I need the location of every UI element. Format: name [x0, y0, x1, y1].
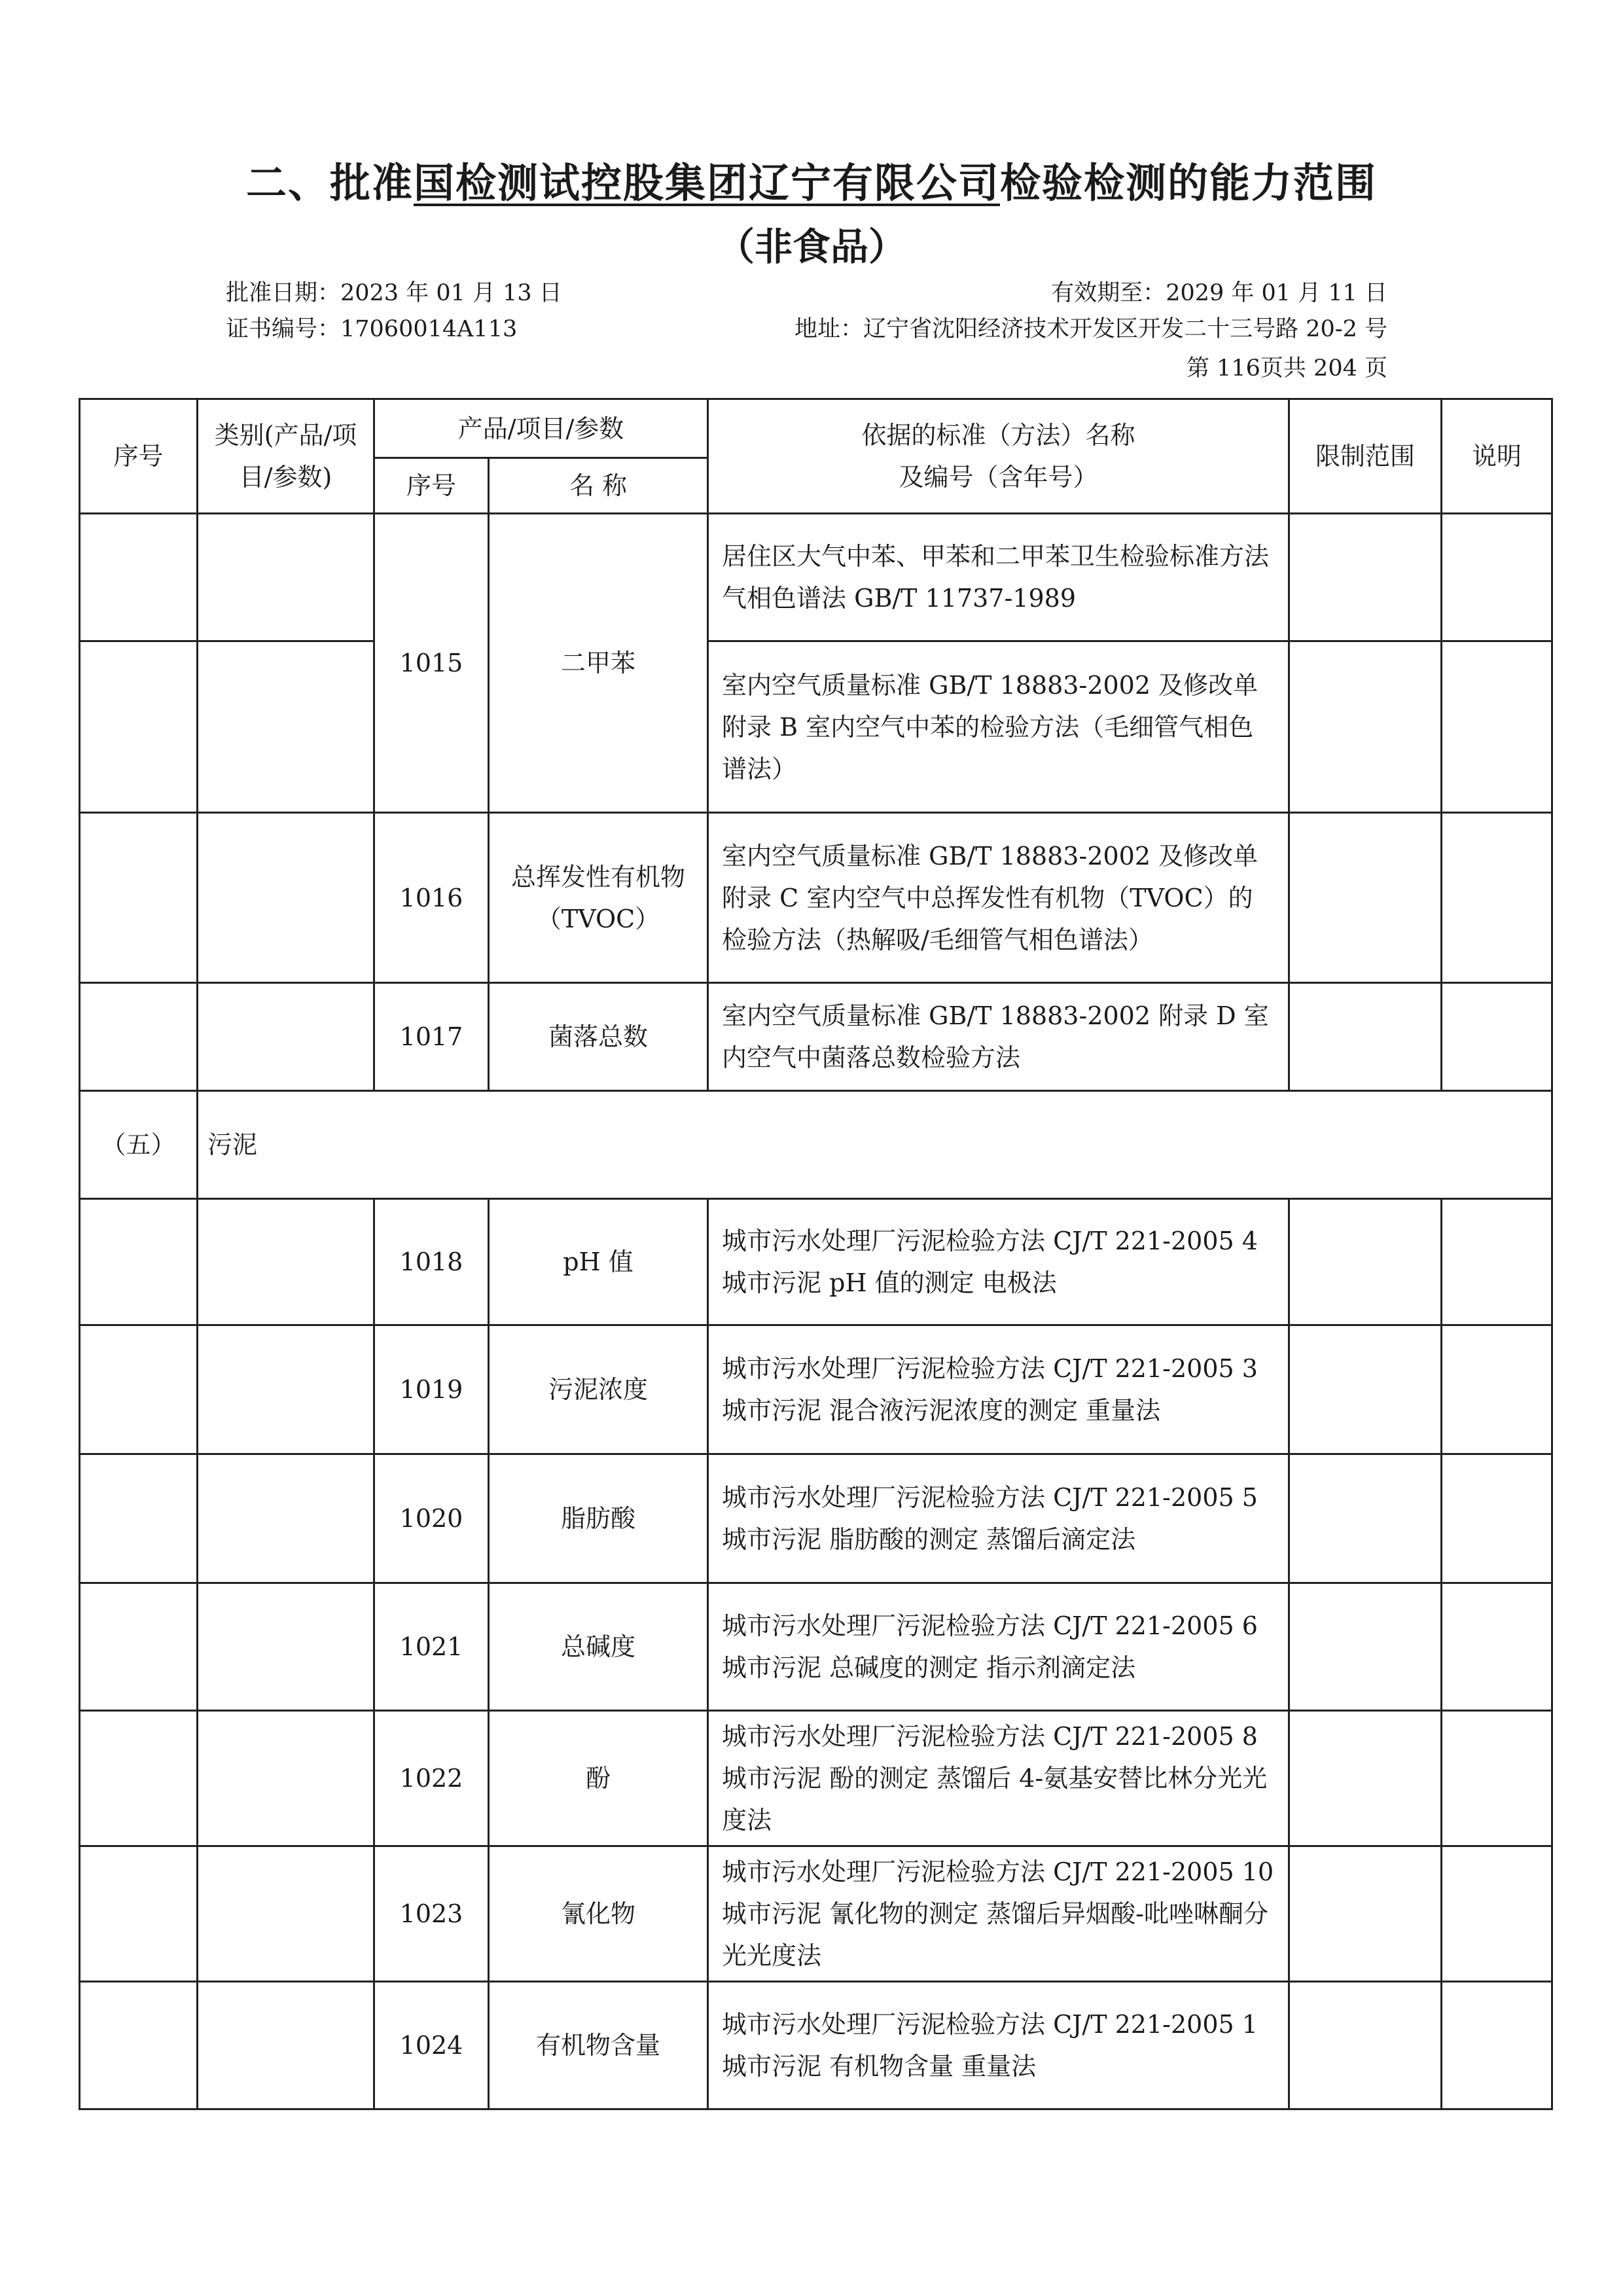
cell-note [1442, 1454, 1552, 1583]
title-organization: 国检测试控股集团辽宁有限公司 [413, 159, 1000, 207]
cell-seq [80, 983, 198, 1091]
cell-category [198, 1982, 374, 2109]
cell-standard: 居住区大气中苯、甲苯和二甲苯卫生检验标准方法 气相色谱法 GB/T 11737-1989 [708, 514, 1289, 641]
table-row [80, 641, 1552, 813]
title-suffix: 检验检测的能力范围 [1000, 159, 1378, 207]
address: 地址：辽宁省沈阳经济技术开发区开发二十三号路 20-2 号 [794, 316, 1387, 342]
cell-item-no: 1018 [374, 1199, 489, 1325]
cell-limit [1289, 1199, 1442, 1325]
cell-item-name: 二甲苯 [489, 514, 708, 813]
table-row [80, 514, 1552, 641]
table-row [80, 813, 1552, 983]
section-seq: （五） [80, 1091, 198, 1199]
cell-item-no: 1020 [374, 1454, 489, 1583]
cell-category [198, 1199, 374, 1325]
cell-category [198, 641, 374, 813]
header-item-seq: 序号 [374, 458, 489, 514]
cell-item-name: 有机物含量 [489, 1982, 708, 2109]
cell-standard: 城市污水处理厂污泥检验方法 CJ/T 221-2005 6 城市污泥 总碱度的测定 指示剂滴定法 [708, 1583, 1289, 1711]
cell-note [1442, 983, 1552, 1091]
cell-seq [80, 813, 198, 983]
header-standard-line1: 依据的标准（方法）名称 [861, 421, 1135, 450]
cell-seq [80, 514, 198, 641]
header-category: 类别(产品/项目/参数) [198, 399, 374, 514]
cell-item-no: 1019 [374, 1325, 489, 1454]
header-product-group: 产品/项目/参数 [374, 399, 708, 458]
cell-seq [80, 1583, 198, 1711]
cell-note [1442, 1846, 1552, 1982]
table-row [80, 1199, 1552, 1325]
page-subtitle: （非食品） [716, 224, 906, 269]
cell-item-name: 氰化物 [489, 1846, 708, 1982]
section-name: 污泥 [198, 1091, 1552, 1199]
table-row [80, 1325, 1552, 1454]
cell-note [1442, 1199, 1552, 1325]
header-limit: 限制范围 [1289, 399, 1442, 514]
table-row [80, 1583, 1552, 1711]
cell-standard: 室内空气质量标准 GB/T 18883-2002 附录 D 室内空气中菌落总数检验方法 [708, 983, 1289, 1091]
cell-note [1442, 813, 1552, 983]
cell-seq [80, 1454, 198, 1583]
cell-standard: 城市污水处理厂污泥检验方法 CJ/T 221-2005 3 城市污泥 混合液污泥浓度的测定 重量法 [708, 1325, 1289, 1454]
cell-seq [80, 1846, 198, 1982]
cell-limit [1289, 1982, 1442, 2109]
cell-item-no: 1021 [374, 1583, 489, 1711]
header-seq: 序号 [80, 399, 198, 514]
cell-item-no: 1022 [374, 1711, 489, 1846]
cell-seq [80, 1982, 198, 2109]
cell-item-no: 1017 [374, 983, 489, 1091]
cell-item-no: 1015 [374, 514, 489, 813]
cell-note [1442, 1583, 1552, 1711]
cell-standard: 城市污水处理厂污泥检验方法 CJ/T 221-2005 1 城市污泥 有机物含量 重量法 [708, 1982, 1289, 2109]
cell-note [1442, 1325, 1552, 1454]
cell-item-name: pH 值 [489, 1199, 708, 1325]
cell-standard: 城市污水处理厂污泥检验方法 CJ/T 221-2005 8 城市污泥 酚的测定 蒸馏后 4-氨基安替比林分光光度法 [708, 1711, 1289, 1846]
header-item-name: 名 称 [489, 458, 708, 514]
section-row [80, 1091, 1552, 1199]
cell-limit [1289, 1583, 1442, 1711]
cell-item-no: 1024 [374, 1982, 489, 2109]
cell-seq [80, 1325, 198, 1454]
cell-limit [1289, 641, 1442, 813]
cell-limit [1289, 1454, 1442, 1583]
valid-until: 有效期至：2029 年 01 月 11 日 [1051, 280, 1387, 306]
approval-date: 批准日期：2023 年 01 月 13 日 [226, 280, 562, 306]
header-standard-line2: 及编号（含年号） [899, 463, 1098, 492]
page-number: 第 116页共 204 页 [1186, 355, 1387, 382]
cell-limit [1289, 1325, 1442, 1454]
header-row [80, 399, 1552, 458]
cell-seq [80, 1199, 198, 1325]
cell-limit [1289, 813, 1442, 983]
cell-seq [80, 1711, 198, 1846]
cell-item-name: 酚 [489, 1711, 708, 1846]
cell-category [198, 983, 374, 1091]
cell-category [198, 1711, 374, 1846]
cell-limit [1289, 1846, 1442, 1982]
cell-limit [1289, 514, 1442, 641]
cell-category [198, 514, 374, 641]
cell-note [1442, 1982, 1552, 2109]
header-standard [708, 399, 1289, 514]
cell-item-no: 1016 [374, 813, 489, 983]
page-title [0, 151, 1623, 209]
cell-limit [1289, 1711, 1442, 1846]
cell-standard: 城市污水处理厂污泥检验方法 CJ/T 221-2005 5 城市污泥 脂肪酸的测定 蒸馏后滴定法 [708, 1454, 1289, 1583]
cell-standard: 室内空气质量标准 GB/T 18883-2002 及修改单 附录 C 室内空气中总挥发性有机物（TVOC）的检验方法（热解吸/毛细管气相色谱法） [708, 813, 1289, 983]
table-row [80, 1711, 1552, 1846]
certificate-number: 证书编号：17060014A113 [226, 316, 518, 342]
cell-standard: 城市污水处理厂污泥检验方法 CJ/T 221-2005 4 城市污泥 pH 值的测定 电极法 [708, 1199, 1289, 1325]
table-row [80, 1982, 1552, 2109]
title-prefix: 二、批准 [245, 159, 414, 207]
cell-category [198, 1454, 374, 1583]
cell-category [198, 813, 374, 983]
table-row [80, 1846, 1552, 1982]
cell-item-no: 1023 [374, 1846, 489, 1982]
cell-note [1442, 1711, 1552, 1846]
cell-item-name: 菌落总数 [489, 983, 708, 1091]
cell-item-name: 脂肪酸 [489, 1454, 708, 1583]
table-row [80, 983, 1552, 1091]
cell-category [198, 1583, 374, 1711]
header-note: 说明 [1442, 399, 1552, 514]
capability-table [79, 398, 1553, 2110]
cell-item-name: 总碱度 [489, 1583, 708, 1711]
cell-item-name: 总挥发性有机物（TVOC） [489, 813, 708, 983]
cell-item-name: 污泥浓度 [489, 1325, 708, 1454]
cell-note [1442, 641, 1552, 813]
cell-standard: 城市污水处理厂污泥检验方法 CJ/T 221-2005 10 城市污泥 氰化物的测定 蒸馏后异烟酸-吡唑啉酮分光光度法 [708, 1846, 1289, 1982]
cell-standard: 室内空气质量标准 GB/T 18883-2002 及修改单 附录 B 室内空气中苯的检验方法（毛细管气相色谱法） [708, 641, 1289, 813]
cell-category [198, 1846, 374, 1982]
table-row [80, 1454, 1552, 1583]
cell-note [1442, 514, 1552, 641]
cell-seq [80, 641, 198, 813]
cell-category [198, 1325, 374, 1454]
cell-limit [1289, 983, 1442, 1091]
